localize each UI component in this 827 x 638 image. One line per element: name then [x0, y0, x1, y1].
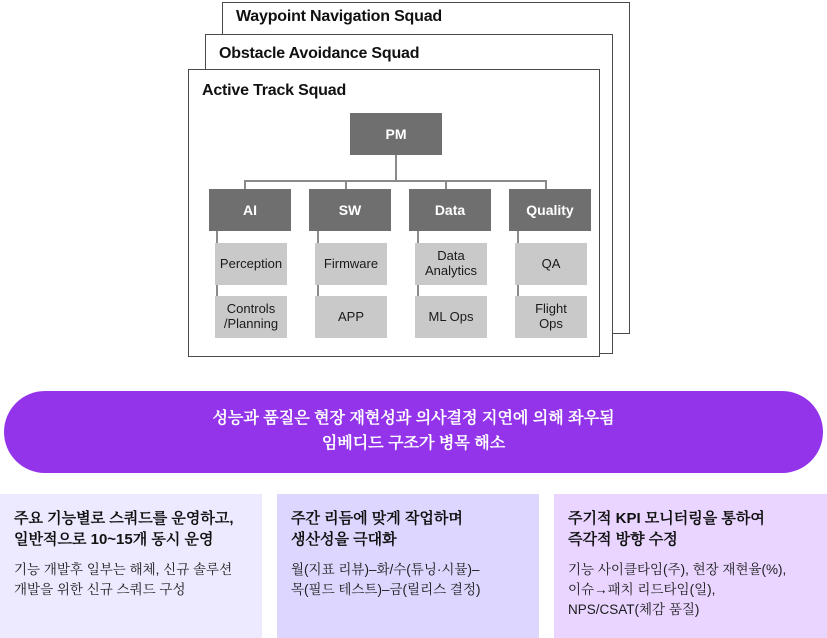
- org-leaf-data-analytics: Data Analytics: [415, 243, 487, 285]
- connector-bus: [245, 180, 547, 182]
- org-leaf-app: APP: [315, 296, 387, 338]
- insight-card-3-body: 기능 사이클타임(주), 현장 재현율(%), 이슈→패치 리드타임(일), NPS/CSAT(체감 품질): [568, 561, 787, 618]
- org-leaf-controls-planning: Controls /Planning: [215, 296, 287, 338]
- connector-drop-data: [445, 180, 447, 189]
- insight-card-2: [277, 494, 539, 638]
- banner-line-2: 임베디드 구조가 병목 해소: [321, 435, 506, 452]
- insight-card-1-heading: 주요 기능별로 스쿼드를 운영하고, 일반적으로 10~15개 동시 운영: [14, 510, 234, 549]
- org-leaf-ml-ops: ML Ops: [415, 296, 487, 338]
- banner-line-1: 성능과 품질은 현장 재현성과 의사결정 지연에 의해 좌우됨: [212, 410, 615, 428]
- org-leaf-perception: Perception: [215, 243, 287, 285]
- org-node-quality: Quality: [509, 189, 591, 231]
- insight-card-2-body: 월(지표 리뷰)–화/수(튜닝·시뮬)– 목(필드 테스트)–금(릴리스 결정): [291, 561, 481, 597]
- connector-pm-stem: [395, 155, 397, 181]
- org-leaf-flight-ops: Flight Ops: [515, 296, 587, 338]
- connector-drop-sw: [345, 180, 347, 189]
- insight-card-3-heading: 주기적 KPI 모니터링을 통하여 즉각적 방향 수정: [568, 510, 765, 549]
- summary-banner: [4, 391, 823, 473]
- insight-card-1-body: 기능 개발후 일부는 해체, 신규 솔루션 개발을 위한 신규 스쿼드 구성: [14, 561, 233, 597]
- squad-title-active: Active Track Squad: [202, 82, 347, 99]
- squad-title-waypoint: Waypoint Navigation Squad: [236, 8, 442, 25]
- insight-card-3: [554, 494, 827, 638]
- insight-card-2-heading: 주간 리듬에 맞게 작업하며 생산성을 극대화: [291, 510, 463, 549]
- org-node-pm: PM: [350, 113, 442, 155]
- org-leaf-firmware: Firmware: [315, 243, 387, 285]
- org-node-sw: SW: [309, 189, 391, 231]
- squad-title-obstacle: Obstacle Avoidance Squad: [219, 45, 420, 62]
- connector-drop-ai: [244, 180, 246, 189]
- connector-drop-quality: [545, 180, 547, 189]
- org-node-ai: AI: [209, 189, 291, 231]
- insight-card-1: [0, 494, 262, 638]
- org-leaf-qa: QA: [515, 243, 587, 285]
- org-node-data: Data: [409, 189, 491, 231]
